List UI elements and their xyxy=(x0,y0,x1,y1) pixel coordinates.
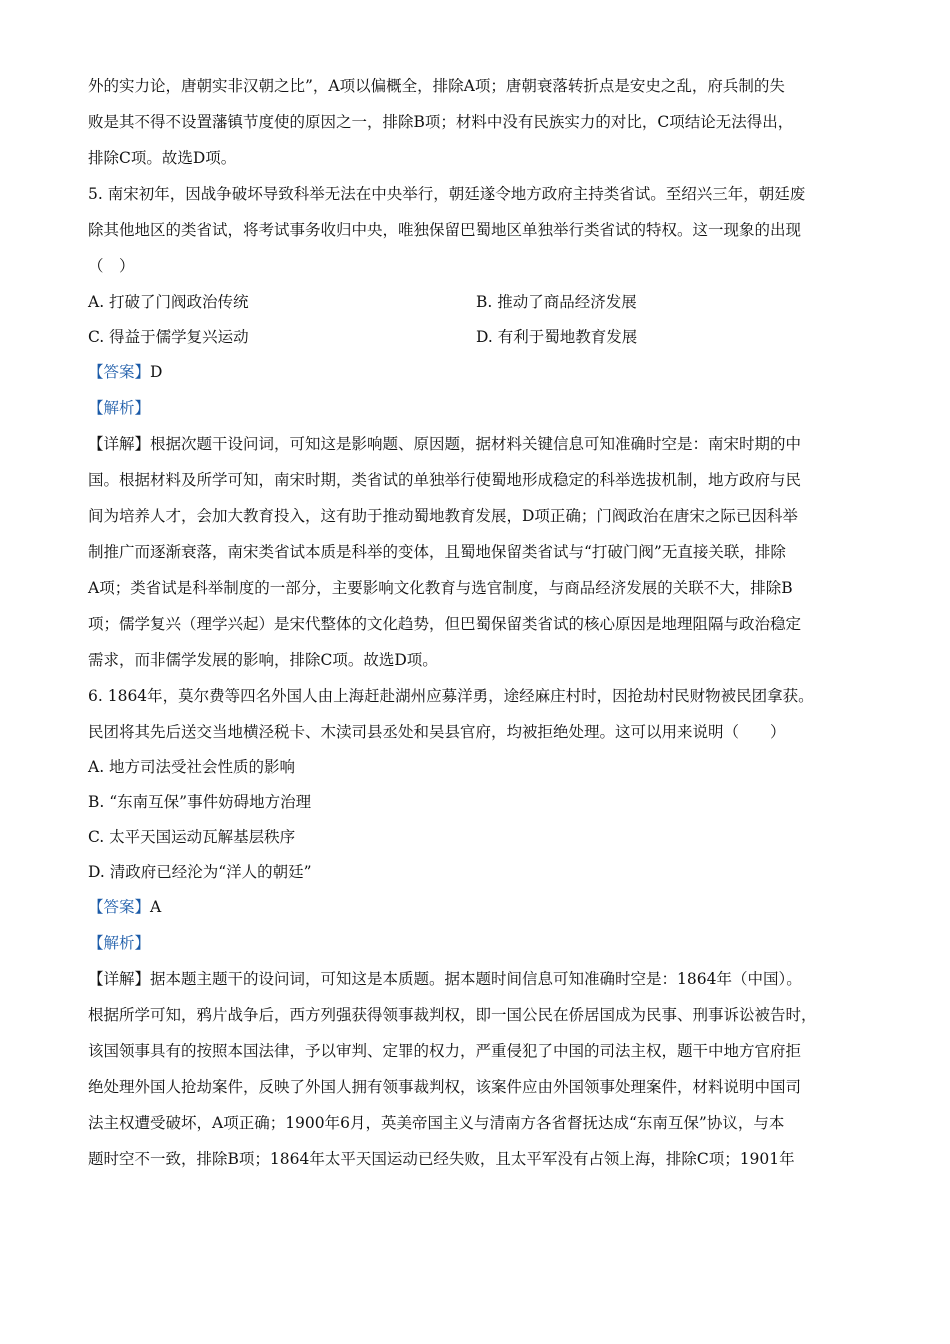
q6-option-c: C. 太平天国运动瓦解基层秩序 xyxy=(88,828,296,846)
q4-analysis-line: 外的实力论，唐朝实非汉朝之比”，A项以偏概全，排除A项；唐朝衰落转折点是安史之乱，府兵制的失 xyxy=(88,77,785,95)
q5-detail-line: A项；类省试是科举制度的一部分，主要影响文化教育与选官制度，与商品经济发展的关联不大，排除B xyxy=(88,579,793,597)
q6-option-b: B. “东南互保”事件妨碍地方治理 xyxy=(88,793,312,811)
q5-option-c: C. 得益于儒学复兴运动 xyxy=(88,328,249,346)
answer-tag: 【答案】 xyxy=(88,898,151,916)
q4-analysis-line: 败是其不得不设置藩镇节度使的原因之一，排除B项；材料中没有民族实力的对比，C项结论无法得出， xyxy=(88,113,794,131)
q5-stem-line: 除其他地区的类省试，将考试事务收归中央，唯独保留巴蜀地区单独举行类省试的特权。这一现象的出现 xyxy=(88,221,802,239)
q6-detail-line xyxy=(88,969,802,989)
q6-detail-line: 法主权遭受破坏，A项正确；1900年6月，英美帝国主义与清南方各省督抚达成“东南互保”协议，与本 xyxy=(88,1114,785,1132)
answer-value: D xyxy=(150,363,163,381)
q5-answer xyxy=(88,362,162,382)
q5-option-b: B. 推动了商品经济发展 xyxy=(476,293,637,311)
q6-option-a: A. 地方司法受社会性质的影响 xyxy=(88,758,296,776)
q5-detail-line: 制推广而逐渐衰落，南宋类省试本质是科举的变体，且蜀地保留类省试与“打破门阀”无直接关联，排除 xyxy=(88,543,786,561)
q6-analysis-heading xyxy=(88,933,150,953)
q6-answer xyxy=(88,897,161,917)
detail-text: 据本题主题干的设问词，可知这是本质题。据本题时间信息可知准确时空是：1864年（中国）。 xyxy=(150,970,802,988)
q6-detail-line: 题时空不一致，排除B项；1864年太平天国运动已经失败，且太平军没有占领上海，排除C项；1901年 xyxy=(88,1150,795,1168)
q5-option-d: D. 有利于蜀地教育发展 xyxy=(476,328,638,346)
q6-detail-line: 绝处理外国人抢劫案件，反映了外国人拥有领事裁判权，该案件应由外国领事处理案件，材料说明中国司 xyxy=(88,1078,802,1096)
q5-option-a: A. 打破了门阀政治传统 xyxy=(88,293,249,311)
detail-tag: 【详解】 xyxy=(88,970,151,988)
q5-stem-line: （ ） xyxy=(88,257,135,275)
q6-detail-line: 根据所学可知，鸦片战争后，西方列强获得领事裁判权，即一国公民在侨居国成为民事、刑事诉讼被告时， xyxy=(88,1006,817,1024)
q5-detail-line xyxy=(88,434,801,454)
q5-detail-line: 需求，而非儒学发展的影响，排除C项。故选D项。 xyxy=(88,651,438,669)
q5-detail-line: 项；儒学复兴（理学兴起）是宋代整体的文化趋势，但巴蜀保留类省试的核心原因是地理阻隔与政治稳定 xyxy=(88,615,802,633)
q5-detail-line: 间为培养人才，会加大教育投入，这有助于推动蜀地教育发展，D项正确；门阀政治在唐宋之际已因科举 xyxy=(88,507,798,525)
q5-detail-line: 国。根据材料及所学可知，南宋时期，类省试的单独举行使蜀地形成稳定的科举选拔机制，地方政府与民 xyxy=(88,471,802,489)
answer-value: A xyxy=(150,898,162,916)
q6-detail-line: 该国领事具有的按照本国法律，予以审判、定罪的权力，严重侵犯了中国的司法主权，题干中地方官府拒 xyxy=(88,1042,802,1060)
analysis-tag: 【解析】 xyxy=(88,934,151,952)
q6-stem-line: 6. 1864年，莫尔费等四名外国人由上海赶赴湖州应募洋勇，途经麻庄村时，因抢劫村民财物被民团拿获。 xyxy=(88,687,814,705)
q5-stem-line: 5. 南宋初年，因战争破坏导致科举无法在中央举行，朝廷遂令地方政府主持类省试。至绍兴三年，朝廷废 xyxy=(88,185,806,203)
q6-option-d: D. 清政府已经沦为“洋人的朝廷” xyxy=(88,863,312,881)
detail-text: 根据次题干设问词，可知这是影响题、原因题，据材料关键信息可知准确时空是：南宋时期的中 xyxy=(150,435,802,453)
q4-analysis-line: 排除C项。故选D项。 xyxy=(88,149,237,167)
detail-tag: 【详解】 xyxy=(88,435,151,453)
answer-tag: 【答案】 xyxy=(88,363,151,381)
q6-stem-line: 民团将其先后送交当地横泾税卡、木渎司县丞处和吴县官府，均被拒绝处理。这可以用来说明（ ） xyxy=(88,723,786,741)
q5-analysis-heading xyxy=(88,398,150,418)
analysis-tag: 【解析】 xyxy=(88,399,151,417)
